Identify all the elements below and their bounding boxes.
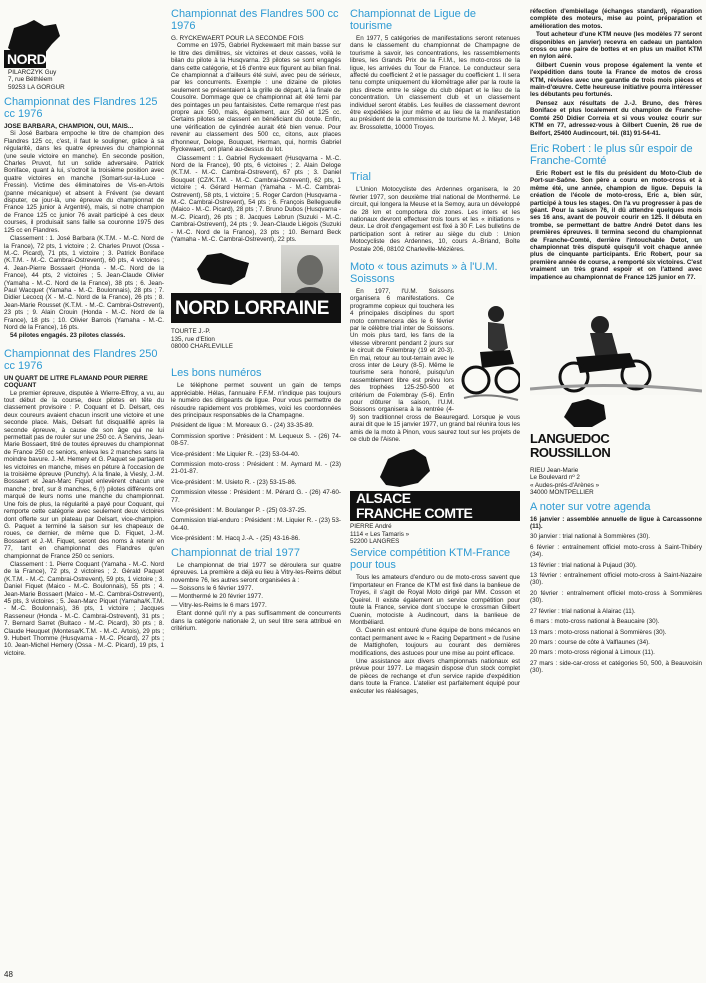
region-nord-lorraine xyxy=(171,245,341,363)
addr-line-3: « Audes-prés-d'Arènes » xyxy=(530,481,600,489)
column-4 xyxy=(530,8,702,965)
heading-ligue-tourisme: Championnat de Ligue de tourisme xyxy=(350,8,476,32)
heading-eric-robert: Eric Robert : le plus sûr espoir de Franche-Comté xyxy=(530,142,693,167)
paragraph: Gilbert Cuenin vous propose également la vente et l'expédition dans toute la France de motos de cross KTM, révisées avec une garantie de trois mois pièces et main-d'œuvre. Cette heureuse initiative pourra intéresser les débutants peu fortunés. xyxy=(530,61,702,99)
paragraph: Le premier épreuve, disputée à Wierre-Effroy, a vu, au tout début de la course, deux pilotes en tête du classement provisoire : P. Coquant et D. Delsart, ces deux coureurs avaient chacun inscrit une victoire et une seconde place. Mais, Delsart fut disqualifié après la seconde épreuve, à cause de son âge qui ne lui permettait pas de rouler sur une 250 cc. A Servins, Jean-Marie Bossaert, titré de toutes épreuves du championnat de France 250 cc seniors, enleva les 2 manches sans la moindre bavure. J.-M. Hemery et G. Paquet se partagent les victoires en manche, mises en péture à l'occasion de la troisième épreuve (Punchy). A la finale, à Viesly, J.-M. Bossaert et Jean-Marc Fiquet enlevèrent chacun une manche ; bref, sur 8 manches, 6 (!) pilotes différents ont marqué de leurs noms une manche du championnat. Une fois de plus, la régularité a payé pour Coquant, qui remporte cette catégorie avec seulement deux victoires dont offerte sur un plateau par Delsart, vice-champion. G. Paquet a terminé la saison sur les chapeaux de roues, ce dernier, de même que D. Fiquet, J.-M. Bossaert et J.-M. Fiquet, seront des noms à retenir en 77, tant en championnat des Flandres qu'en championnat de France 250 cc seniors. xyxy=(4,389,164,560)
heading-bons-numeros: Les bons numéros xyxy=(171,367,262,380)
paragraph: Classement : 1. José Barbara (K.T.M. - M.-C. Nord de la France), 72 pts, 1 victoire ; 2. Charles Pruvot (Ossa - M.-C. Picard), 71 pts, 1 victoire ; 3. Patrick Boniface (K.T.M. - M.-C. Cambrai-Ostrevent), 60 pts, 4 victoires ; 4. Jean-Pierre Bossaert (Honda - M.-C. Nord de la France), 44 pts, 2 victoires ; 5. Jean-Claude Olivier (Yamaha - M.-C. Nord de la France), 38 pts ; 6. Jean-Paul Wacquet (Yamaha - M.-C. Boulonnais), 28 pts ; 7. Didier Lecocq (X - M.-C. Nord de la France), 26 pts ; 8. Jean-Marie Rousset (K.T.M. - M.-C. Cambrai-Ostrevent), 23 pts ; 9. Alain Crouin (Honda - M.-C. Nord de la France), 18 pts ; 10. Olivier Barrois (Yamaha - M.-C. Nord de la France), 16 pts. xyxy=(4,235,164,331)
paragraph: En 1977, l'U.M. Soissons organisera 6 manifestations. Ce programme copieux qui touchera les 4 principales disciplines du sport moto commencera dès le 6 février par le célèbre trial inter de Soissons. Un mois plus tard, les fans de la vitesse vibreront pendant 2 jours sur le circuit de Folembray (19 et 20-3). En mai, retour au tout-terrain avec le cross inter de Leury (8-5). Même le tourisme sera honoré, puisqu'un rassemblement libre est prévu lors des trophées 125-250-500 et critérium de Folembray (5-6). Enfin pour clôturer la saison, l'U.M. Soissons organisera à la rentrée (4-9) son traditionnel cross de Beauregard. Lorsque je vous aurai dit que le 15 janvier 1977, un grand bal réunira tous les amis de la moto à Pinon, vous saurez tout sur les projets de ce club de l'Aisne. xyxy=(350,287,520,444)
alsace-map-icon xyxy=(370,447,440,491)
contact-item: Vice-président : Me Liquier R. - (23) 53-04-40. xyxy=(171,450,300,458)
addr-line-1: TOURTE J.-P. xyxy=(171,328,211,336)
paragraph: Tout acheteur d'une KTM neuve (les modèles 77 seront disponibles en janvier) recevra en cadeau un pantalon cross ou une paire de bottes et en plus un maillot KTM en nylon aéré. xyxy=(530,31,702,61)
paragraph: Comme en 1975, Gabriel Ryckewaert mit main basse sur le titre des dimilitres, six victoires et deux casses, voilà le bilan du pilote à la Husqvarna. 23 pilotes se sont engagés dans cette catégorie, et 16 d'entre eux figurent au bilan final. Ce championnat a d'ailleurs été suivi, avec peu de sérieux, par les concurrents. Exemple : une dizaine de pilotes seulement se présentaient à la grille de départ, à la finale de Cousolre. Dommage que ce championnat ait été terni par des pointages un peu fantaisistes. Cette remarque n'est pas propre aux 500, mais, également, aux 250 et 125 cc. Certains pilotes se classent en bénéficiant du doute. Enfin, une vérification de cylindrée aurait été bien venue. Pour revenir au classement des 500 cc, citons, aux places d'honneur, Deloge, Bouquet, Herman, qui, hormis Gabriel Ryckewaert, ont plané au-dessus du lot. xyxy=(171,42,341,154)
paragraph: réfection d'embiellage (échanges standard), réparation complète des moteurs, mise au point, préparation et amélioration des motos. xyxy=(530,8,702,30)
agenda-item: 20 mars : course de côte à Valflaunes (34). xyxy=(530,638,650,646)
addr-line-2: 135, rue d'Etion xyxy=(171,335,215,343)
heading-championnat-250: Championnat des Flandres 250 cc 1976 xyxy=(4,347,158,372)
paragraph: Pensez aux résultats de J.-J. Bruno, des frères Boniface et plus localement du champion de Franche-Comté 250 Didier Correia et si vous voulez courir sur KTM en 77, adressez-vous à Gilbert Cuenin, 26 rue de Belfort, 25400 Audincourt, tél. (81) 91-54-41. xyxy=(530,99,702,137)
paragraph: L'Union Motocycliste des Ardennes organisera, le 20 février 1977, son deuxième trial national de Monthermé. Le circuit, qui longera la Meuse et la Semoy, aura un développé de 28 km et comportera dix zones. Les inters et les nationaux devront effectuer trois tours et les « initiations » deux. Le droit d'engagement est fixé à 30 F. Les bulletins de participation sont à retirer au siège du club : Union Motocycliste des Ardennes, 10, cours A.-Briand, Boîte Postale 206, 08102 Charleville-Mézières. xyxy=(350,186,520,253)
addr-line-1: PIERRE André xyxy=(350,523,392,531)
addr-line-1: PILARCZYK Guy xyxy=(8,69,57,76)
region-languedoc-roussillon xyxy=(530,397,702,477)
heading-championnat-500: Championnat des Flandres 500 cc 1976 xyxy=(171,8,339,32)
addr-line-3: 59253 LA GORGUR xyxy=(8,83,65,91)
heading-moto-azimuts: Moto « tous azimuts » à l'U.M. Soissons xyxy=(350,260,498,285)
trial-date-item: — Vitry-les-Reims le 6 mars 1977. xyxy=(171,601,267,609)
region-title-line-1: ALSACE xyxy=(356,490,411,507)
region-title-text: NORD xyxy=(7,51,47,67)
column-3 xyxy=(350,8,520,965)
contact-item: Commission vitesse : Président : M. Pérard G. - (26) 47-60-77. xyxy=(171,489,341,504)
paragraph: En 1977, 5 catégories de manifestations seront retenues dans le classement du championnat de Champagne de tourisme à savoir, les concentrations, les rassemblements libres, les Grands Prix de la F.I.M., les moto-cross de la ligue, les arrivées du Tour de France. Le conducteur sera affecté du coefficient 2 et le passager du coefficient 1. Il sera tenu compte uniquement du kilométrage aller par la route la plus directe entre le siège du club départ et le lieu de la concentration. Un classement club et un classement individuel seront établis. Les feuilles de classement devront être expédiées le jour même et au lieu de la manifestation au président de la commission de tourisme M. J. Meyer, 148 av. Brossolette, 10000 Troyes. xyxy=(350,35,520,131)
paragraph: G. Cuenin est entouré d'une équipe de bons mécanos en contact permanent avec le « Racing Department » de l'usine de Mattighofen, toujours au courant des dernières modifications, des astuces pour une mise au point efficace. xyxy=(350,627,520,657)
heading-championnat-125: Championnat des Flandres 125 cc 1976 xyxy=(4,96,158,120)
rider-photo xyxy=(530,285,702,395)
paragraph: Etant donné qu'il n'y a pas suffisamment de concurrents dans la catégorie nationale 2, un seul titre sera attribué en critérium. xyxy=(171,610,341,632)
paragraph: Eric Robert est le fils du président du Moto-Club de Port-sur-Saône. Son père a couru en moto-cross et à même été, une année, champion de ligue. Depuis la création de l'école de moto-cross, Eric a, bien sûr, participé à tous les stages. On l'a vu progresser à pas de géant. Pour la saison 76, il dû attendre quelques mois ses 16 ans, avant de pouvoir courir en 125. Il débuta en trombe, se permettant de battre André Detot dans les premières épreuves. Il termina second du championnat de Franche-Comté, derrière l'intouchable Detot, un championnat très disputé quisqu'il voit chaque année plus de cinquante participants. Eric Robert, pour sa première année de course, a remporté six victoires. C'est vraiment un très grand espoir et on l'attend avec impatience au championnat de France 125 junior en 77. xyxy=(530,169,702,281)
region-title: NORD LORRAINE xyxy=(175,298,329,320)
agenda-item: 6 février : entraînement officiel moto-cross à Saint-Thibéry (34). xyxy=(530,543,702,559)
moto-photo-float xyxy=(458,288,520,408)
agenda-item: 16 janvier : assemblée annuelle de ligue à Carcassonne (11). xyxy=(530,515,702,531)
column-1 xyxy=(4,8,164,965)
paragraph: 54 pilotes engagés. 23 pilotes classés. xyxy=(10,332,126,340)
motocross-jump-photo xyxy=(530,285,702,395)
region-title-line-1: LANGUEDOC xyxy=(530,431,610,446)
agenda-item: 13 mars : moto-cross national à Sommières (30). xyxy=(530,628,667,636)
nord-lorraine-map-icon xyxy=(191,249,255,289)
contact-item: Commission sportive : Président : M. Lequeux S. - (26) 74-08-57. xyxy=(171,432,341,448)
region-nord xyxy=(4,10,164,92)
region-title-line-2: FRANCHE COMTE xyxy=(356,505,473,522)
trial-dates-list xyxy=(171,585,341,609)
column-2 xyxy=(171,8,341,965)
subheading-125: JOSE BARBARA, CHAMPION, OUI, MAIS... xyxy=(4,123,134,130)
heading-trial-1977: Championnat de trial 1977 xyxy=(171,546,301,559)
addr-line-1: RIEU Jean-Marie xyxy=(530,467,579,474)
addr-line-2: 7, rue Béthléem xyxy=(8,76,53,84)
region-address xyxy=(171,328,233,350)
contact-item: Vice-président : M. Boulanger P. - (25) 03-37-25. xyxy=(171,507,307,515)
agenda-item: 30 janvier : trial national à Sommières (30). xyxy=(530,533,651,541)
contact-item: Vice-président : M. Hacq J.-A. - (25) 43-16-86. xyxy=(171,535,301,543)
languedoc-map-icon xyxy=(560,397,610,431)
contacts-list xyxy=(171,422,341,542)
agenda-item: 13 février : trial national à Pujaud (30). xyxy=(530,561,637,569)
region-title-line-2: ROUSSILLON xyxy=(530,445,611,460)
addr-line-4: 34000 MONTPELLIER xyxy=(530,489,594,497)
paragraph: Une assistance aux divers championnats nationaux est prévue pour 1977. Le magasin dispose d'un stock complet de pièces de rechange et d'un service rapide d'expédition dans toute la France. L'atelier est parfaitement équipé pour exécuter les réalésages, xyxy=(350,657,520,695)
region-address xyxy=(8,69,65,91)
page-number: 48 xyxy=(4,970,13,979)
region-alsace-franche-comte xyxy=(350,447,520,546)
subheading-500: G. RYCKEWAERT POUR LA SECONDE FOIS xyxy=(171,35,304,42)
paragraph: Classement : 1. Pierre Coquant (Yamaha - M.-C. Nord de la France), 72 pts, 2 victoires ; 2. Gérald Paquet (K.T.M. - M.-C. Cambrai-Ostrevent), 59 pts, 1 victoire ; 3. Daniel Fiquet (Maico - M.-C. Boulonnais), 55 pts ; 4. Jean-Marie Bossaert (Maico - M.-C. Cambrai-Ostrevent), 45 pts, 3 victoires ; 5. Jean-Marc Piquet (Yamaha/K.T.M. - M.-C. Boulonnais), 36 pts, 1 victoire ; Jacques Rasseneur (Honda - M.-C. Cambrai-Ostrevent), 31 pts ; 7. Bernard Sarret (Bultaco - M.-C. Picard), 30 pts ; 8. Claude Heuquet (Montesa/K.T.M. - M.-C. Artois), 29 pts ; 9. Hubert Thomme (Husqvarna - M.-C. Picard), 27 pts ; 10. Jean-Michel Hemery (Ossa - M.-C. Picard), 19 pts, 1 victoire. xyxy=(4,560,164,657)
agenda-item: 27 mars : side-car-cross et catégories 50, 500, à Beauvoisin (30). xyxy=(530,659,702,675)
motocross-rider-photo xyxy=(458,288,520,408)
addr-line-2: Le Boulevard nº 2 xyxy=(530,474,580,482)
agenda-item: 20 mars : moto-cross régional à Limoux (11). xyxy=(530,649,655,657)
paragraph: Si José Barbara empoche le titre de champion des Flandres 125 cc, c'est, il faut le souligner, grâce à sa régularité, dans les quatre épreuves du championnat (une seule victoire en manche). En seconde position, Charles Pruvot, fut un solide adversaire. Patrick Boniface, quant à lui, s'octroit la troisième position avec quatre victoires en manche (Somart-sur-la-Luce - Fressin). Victime des éliminatoires de Vis-en-Artois (panne mécanique) et absent à Frévent (se devant disputer, ce jour-là, une épreuve du championnat de France 125 junior à Argentré), mais, si notre champion de France 125 cc junior 76 avait participé à ces deux courses, il produisait sans faille sa couronne 1975 des 125 cc en Flandres. xyxy=(4,130,164,234)
agenda-item: 13 février : entraînement officiel moto-cross à Saint-Nazaire (30). xyxy=(530,572,702,587)
contact-item: Président de ligue : M. Moreaux G. - (24) 33-35-89. xyxy=(171,422,314,430)
agenda-item: 20 février : entraînement officiel moto-cross à Sommières (30). xyxy=(530,589,702,605)
agenda-list xyxy=(530,516,702,675)
subheading-250: UN QUART DE LITRE FLAMAND POUR PIERRE COQUANT xyxy=(4,374,148,390)
trial-date-item: — Soissons le 6 février 1977. xyxy=(171,584,254,592)
contact-item: Commission moto-cross : Président : M. Aymard M. - (23) 21-01-87. xyxy=(171,461,341,476)
addr-line-3: 52200 LANGRES xyxy=(350,538,400,546)
addr-line-3: 08000 CHARLEVILLE xyxy=(171,343,233,351)
contact-item: Vice-président : M. Usieto R. - (23) 53-15-86. xyxy=(171,478,297,486)
contact-item: Commission trial-enduro : Président : M. Liquier R. - (23) 53-04-40. xyxy=(171,517,341,532)
addr-line-2: 1114 « Les Tamaris » xyxy=(350,530,410,538)
paragraph: Le championnat de trial 1977 se déroulera sur quatre épreuves. La première a déjà eu lieu à Vitry-les-Reims début novembre 76, les autres seront organisées à : xyxy=(171,561,341,584)
heading-service-competition: Service compétition KTM-France pour tous xyxy=(350,547,511,572)
heading-agenda: A noter sur votre agenda xyxy=(530,500,651,513)
agenda-item: 6 mars : moto-cross national à Beaucaire (30). xyxy=(530,618,660,626)
paragraph: Le téléphone permet souvent un gain de temps appréciable. Hélas, l'annuaire F.F.M. n'indique pas toujours le numéro des dirigeants de ligue. Pour vous permettre de résoudre rapidement vos problèmes, voici les coordonnées des principaux responsables de la Champagne. xyxy=(171,382,341,419)
agenda-item: 27 février : trial national à Alairac (11). xyxy=(530,607,636,615)
heading-trial: Trial xyxy=(350,171,371,184)
region-address xyxy=(350,523,409,545)
trial-date-item: — Monthermé le 20 février 1977. xyxy=(171,593,264,601)
paragraph: Classement : 1. Gabriel Ryckewaert (Husqvarna - M.-C. Nord de la France), 90 pts, 6 victoires ; 2. Alain Deloge (K.T.M. - M.-C. Cambrai-Ostrevent), 67 pts ; 3. Daniel Bouquet (CZ/K.T.M. - M.-C. Cambrai-Ostrevent), 62 pts, 1 victoire ; 4. Gérard Herman (Yamaha - M.-C. Cambrai-Ostrevent), 58 pts, 1 victoire ; 5. Roger Cardon (Husqvarna - M.-C. Cambrai-Ostrevent), 54 pts ; 6. François Bellegueulle (Maico - M.-C. Picard), 28 pts ; 7. Bruno Dubos (Husqvarna - M.-C. Picard), 26 pts ; 8. Jacques Lebrun (Suzuki - M.-C. Cambrai-Ostrevent), 24 pts ; 9. Jean-Claude Liégois (Suzuki - M.-C. Nord de la France), 23 pts ; 10. Bernard Beck (Yamaha - M.-C. Cambrai-Ostrevent), 22 pts. xyxy=(171,154,341,243)
paragraph: Tous les amateurs d'enduro ou de moto-cross savent que l'importateur en France de KTM est fixé dans la banlieue de Troyes, il s'agit de Royal Moto dirigé par MM. Cosson et Queirel. Il existe également un service compétition pour toute la France, service dont s'occupe le crossman Gilbert Cuenin, motociste à Audincourt, dans la banlieue de Montbéliard. xyxy=(350,574,520,626)
